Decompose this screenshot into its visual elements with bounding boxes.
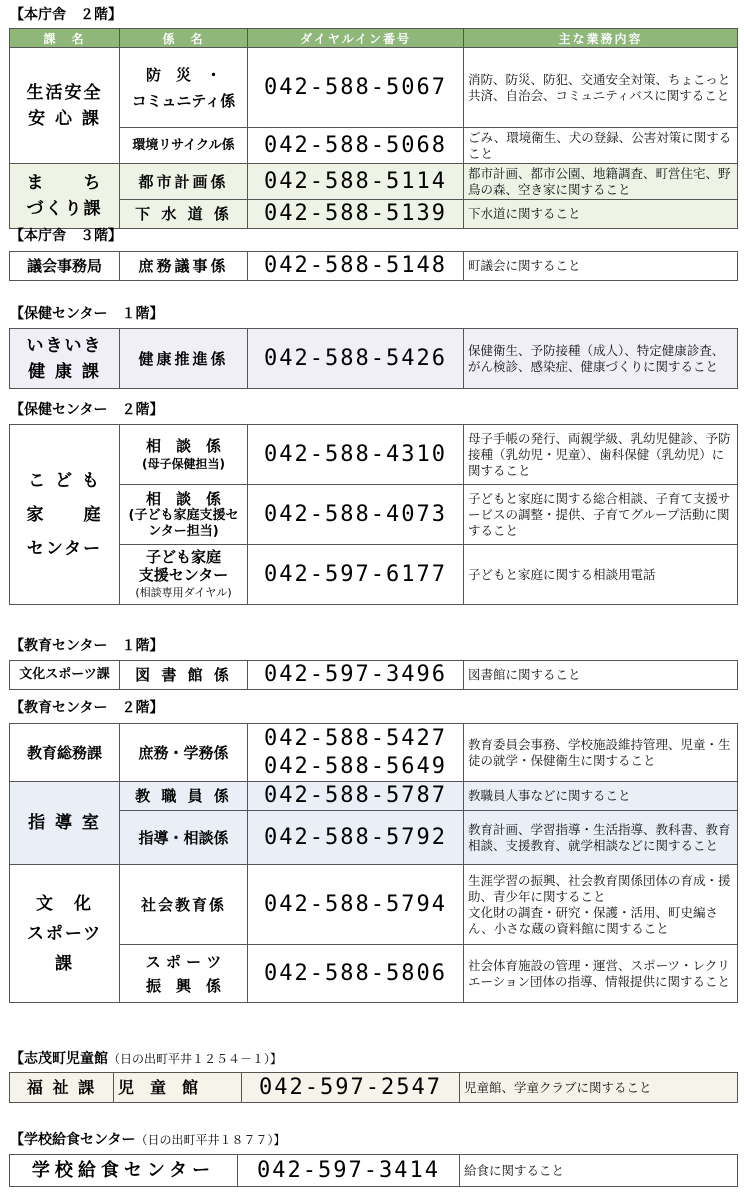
table-row — [10, 865, 738, 945]
table-row — [10, 128, 738, 164]
table-header-row — [10, 29, 738, 48]
table-hoken-2f — [9, 424, 738, 605]
table-kyushoku — [9, 1154, 738, 1187]
desc-somu: 教育委員会事務、学校施設維持管理、児童・生徒の就学・保健衛生に関すること — [464, 724, 738, 782]
tel-5139[interactable]: 042-588-5139 — [248, 200, 464, 229]
column-header-tel: ダイヤルイン番号 — [248, 29, 464, 48]
kei-shakai-kyoiku: 社会教育係 — [120, 865, 248, 945]
column-header-ka: 課 名 — [10, 29, 120, 48]
kei-sodan-label: 相 談 係 — [145, 489, 221, 508]
table-hoken-1f — [9, 328, 738, 389]
table-row — [10, 164, 738, 200]
kei-sodan-boshi — [120, 425, 248, 485]
table-row — [10, 661, 738, 690]
kei-kankyo: 環境リサイクル係 — [120, 128, 248, 164]
table-row — [10, 329, 738, 389]
section-header-kyushoku — [10, 1131, 285, 1149]
table-row — [10, 545, 738, 605]
table-kyoiku-2f — [9, 723, 738, 1003]
ka-bunka-sports-1f: 文化スポーツ課 — [10, 661, 120, 690]
desc-shakai-kyoiku: 生涯学習の振興、社会教育関係団体の育成・援助、青少年に関すること 文化財の調査・研究・保護・活用、町史編さん、小さな蔵の資料館に関すること — [464, 865, 738, 945]
kei-sodan-label: 相 談 係 — [145, 436, 221, 455]
desc-shido-sodan: 教育計画、学習指導・生活指導、教科書、教育相談、支援教育、就学相談などに関すること — [464, 811, 738, 865]
tel-3414[interactable]: 042-597-3414 — [238, 1155, 460, 1187]
kei-jidokan: 児 童 館 — [114, 1073, 242, 1103]
kei-kodomo-shien — [120, 545, 248, 605]
section-header-hoken-1f: 【保健センター １階】 — [10, 306, 164, 322]
table-row — [10, 724, 738, 782]
table-row — [10, 945, 738, 1003]
table-row — [10, 1155, 738, 1187]
kei-shomu-giji: 庶務議事係 — [120, 252, 248, 281]
desc-jidokan: 児童館、学童クラブに関すること — [460, 1073, 738, 1103]
tel-3496[interactable]: 042-597-3496 — [248, 661, 464, 690]
column-header-kei: 係 名 — [120, 29, 248, 48]
ka-bunka-sports: 文 化 スポーツ 課 — [10, 865, 120, 1003]
tel-5806[interactable]: 042-588-5806 — [248, 945, 464, 1003]
kei-sodan-sub: (子ども家庭支援センター担当) — [128, 507, 239, 539]
kei-sodan-kodomo — [120, 485, 248, 545]
kyushoku-address: （日の出町平井１８７７）】 — [135, 1133, 286, 1147]
desc-kyushoku: 給食に関すること — [460, 1155, 738, 1187]
section-header-kyoiku-2f: 【教育センター ２階】 — [10, 700, 164, 716]
ka-seikatsu-anzen: 生活安全 安 心 課 — [10, 48, 120, 164]
table-row — [10, 485, 738, 545]
kei-sodan-sub: (母子保健担当) — [142, 456, 225, 471]
kei-toshi: 都市計画係 — [120, 164, 248, 200]
ka-gikai: 議会事務局 — [10, 252, 120, 281]
kei-kyoshokuin: 教 職 員 係 — [120, 782, 248, 811]
ka-kyushoku-center: 学校給食センター — [10, 1155, 238, 1187]
table-row — [10, 200, 738, 229]
desc-toshi: 都市計画、都市公園、地籍調査、町営住宅、野鳥の森、空き家に関すること — [464, 164, 738, 200]
table-kyoiku-1f — [9, 660, 738, 690]
kei-shien-sub: (相談専用ダイヤル) — [135, 585, 232, 599]
ka-ikiiki-kenko: いきいき 健 康 課 — [10, 329, 120, 389]
table-row — [10, 782, 738, 811]
table-row — [10, 252, 738, 281]
kei-gesuido: 下 水 道 係 — [120, 200, 248, 229]
tel-5068[interactable]: 042-588-5068 — [248, 128, 464, 164]
jidokan-title: 【志茂町児童館 — [10, 1051, 108, 1067]
tel-6177[interactable]: 042-597-6177 — [248, 545, 464, 605]
desc-toshokan: 図書館に関すること — [464, 661, 738, 690]
tel-5792[interactable]: 042-588-5792 — [248, 811, 464, 865]
tel-5148[interactable]: 042-588-5148 — [248, 252, 464, 281]
section-header-honcho-2f: 【本庁舎 ２階】 — [10, 7, 122, 23]
tel-5067[interactable]: 042-588-5067 — [248, 48, 464, 128]
section-header-honcho-3f: 【本庁舎 ３階】 — [10, 228, 122, 244]
desc-sports: 社会体育施設の管理・運営、スポーツ・レクリエーション団体の指導、情報提供に関すること — [464, 945, 738, 1003]
tel-5794[interactable]: 042-588-5794 — [248, 865, 464, 945]
ka-machizukuri: ま ち づくり課 — [10, 164, 120, 229]
section-header-hoken-2f: 【保健センター ２階】 — [10, 402, 164, 418]
desc-sodan-denwa: 子どもと家庭に関する相談用電話 — [464, 545, 738, 605]
table-row — [10, 1073, 738, 1103]
ka-shido: 指 導 室 — [10, 782, 120, 865]
table-row — [10, 811, 738, 865]
column-header-desc: 主な業務内容 — [464, 29, 738, 48]
tel-5426[interactable]: 042-588-5426 — [248, 329, 464, 389]
tel-5427-5649 — [248, 724, 464, 782]
tel-5114[interactable]: 042-588-5114 — [248, 164, 464, 200]
desc-boshi: 母子手帳の発行、両親学級、乳幼児健診、予防接種（乳幼児・児童）、歯科保健（乳幼児）に関すること — [464, 425, 738, 485]
table-honcho-2f — [9, 28, 738, 229]
tel-2547[interactable]: 042-597-2547 — [242, 1073, 460, 1103]
tel-4073[interactable]: 042-588-4073 — [248, 485, 464, 545]
kei-bosai: 防 災 ・ コミュニティ係 — [120, 48, 248, 128]
table-honcho-3f — [9, 251, 738, 281]
tel-5427[interactable]: 042-588-5427 — [264, 725, 447, 751]
kei-shomu-gakumu: 庶務・学務係 — [120, 724, 248, 782]
tel-5649[interactable]: 042-588-5649 — [264, 753, 447, 779]
kei-sports-shinko: ス ポ ー ツ 振 興 係 — [120, 945, 248, 1003]
section-header-kyoiku-1f: 【教育センター １階】 — [10, 638, 164, 654]
kei-kenko-suishin: 健康推進係 — [120, 329, 248, 389]
table-row — [10, 425, 738, 485]
tel-5787[interactable]: 042-588-5787 — [248, 782, 464, 811]
section-header-jidokan — [10, 1050, 282, 1068]
kei-shido-sodan: 指導・相談係 — [120, 811, 248, 865]
desc-bosai: 消防、防災、防犯、交通安全対策、ちょこっと共済、自治会、コミュニティバスに関すること — [464, 48, 738, 128]
desc-kenko: 保健衛生、予防接種（成人）、特定健康診査、がん検診、感染症、健康づくりに関すること — [464, 329, 738, 389]
table-row — [10, 48, 738, 128]
desc-kodomo-sodan: 子どもと家庭に関する総合相談、子育て支援サービスの調整・提供、子育てグループ活動に関すること — [464, 485, 738, 545]
ka-kodomo-katei: こ ど も 家 庭 センター — [10, 425, 120, 605]
desc-kankyo: ごみ、環境衛生、犬の登録、公害対策に関すること — [464, 128, 738, 164]
ka-fukushi: 福 祉 課 — [10, 1073, 114, 1103]
table-jidokan — [9, 1072, 738, 1103]
tel-4310[interactable]: 042-588-4310 — [248, 425, 464, 485]
desc-gikai: 町議会に関すること — [464, 252, 738, 281]
desc-kyoshokuin: 教職員人事などに関すること — [464, 782, 738, 811]
desc-gesuido: 下水道に関すること — [464, 200, 738, 229]
jidokan-address: （日の出町平井１２５４－１）】 — [108, 1052, 283, 1066]
kyushoku-title: 【学校給食センター — [10, 1132, 136, 1148]
ka-kyoiku-somu: 教育総務課 — [10, 724, 120, 782]
kei-toshokan: 図 書 館 係 — [120, 661, 248, 690]
kei-shien-label: 子ども家庭 支援センター — [138, 547, 229, 584]
